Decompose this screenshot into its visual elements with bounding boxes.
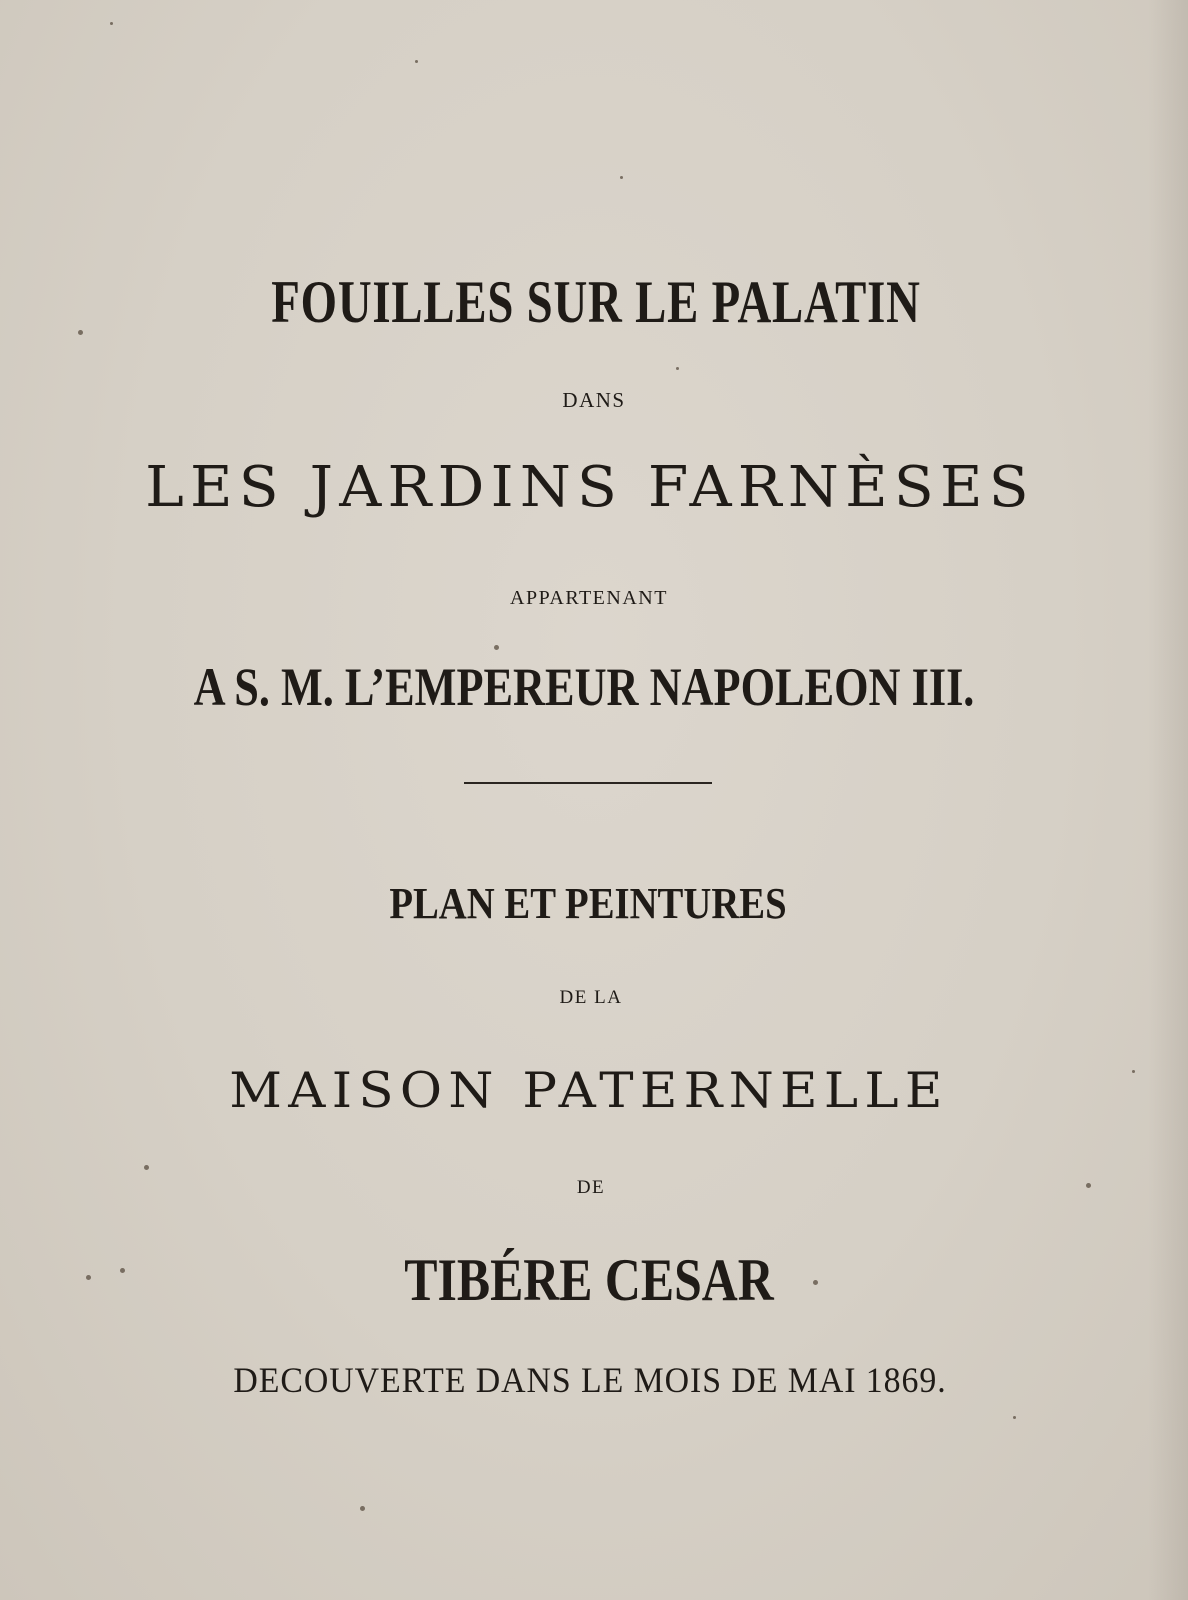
paper-speck <box>676 367 679 370</box>
paper-speck <box>494 645 499 650</box>
connector-dans: DANS <box>562 388 626 412</box>
paper-speck <box>110 22 113 25</box>
main-title: FOUILLES SUR LE PALATIN <box>271 269 921 335</box>
plan-title: PLAN ET PEINTURES <box>389 879 787 928</box>
connector-appartenant: APPARTENANT <box>510 587 668 609</box>
connector-de-la: DE LA <box>559 987 623 1008</box>
paper-speck <box>86 1275 91 1280</box>
person-title: TIBÉRE CESAR <box>404 1247 774 1313</box>
section-divider <box>464 782 712 784</box>
paper-speck <box>1013 1416 1016 1419</box>
paper-speck <box>813 1280 818 1285</box>
house-title: MAISON PATERNELLE <box>229 1062 949 1119</box>
location-title: LES JARDINS FARNÈSES <box>145 455 1035 520</box>
paper-speck <box>1132 1070 1135 1073</box>
paper-speck <box>415 60 418 63</box>
paper-speck <box>1086 1183 1091 1188</box>
paper-speck <box>78 330 83 335</box>
paper-speck <box>620 176 623 179</box>
paper-speck <box>360 1506 365 1511</box>
paper-speck <box>144 1165 149 1170</box>
connector-de: DE <box>576 1177 606 1198</box>
paper-speck <box>120 1268 125 1273</box>
owner-title: A S. M. L’EMPEREUR NAPOLEON III. <box>193 657 975 717</box>
discovery-date-line: DECOUVERTE DANS LE MOIS DE MAI 1869. <box>233 1360 947 1400</box>
